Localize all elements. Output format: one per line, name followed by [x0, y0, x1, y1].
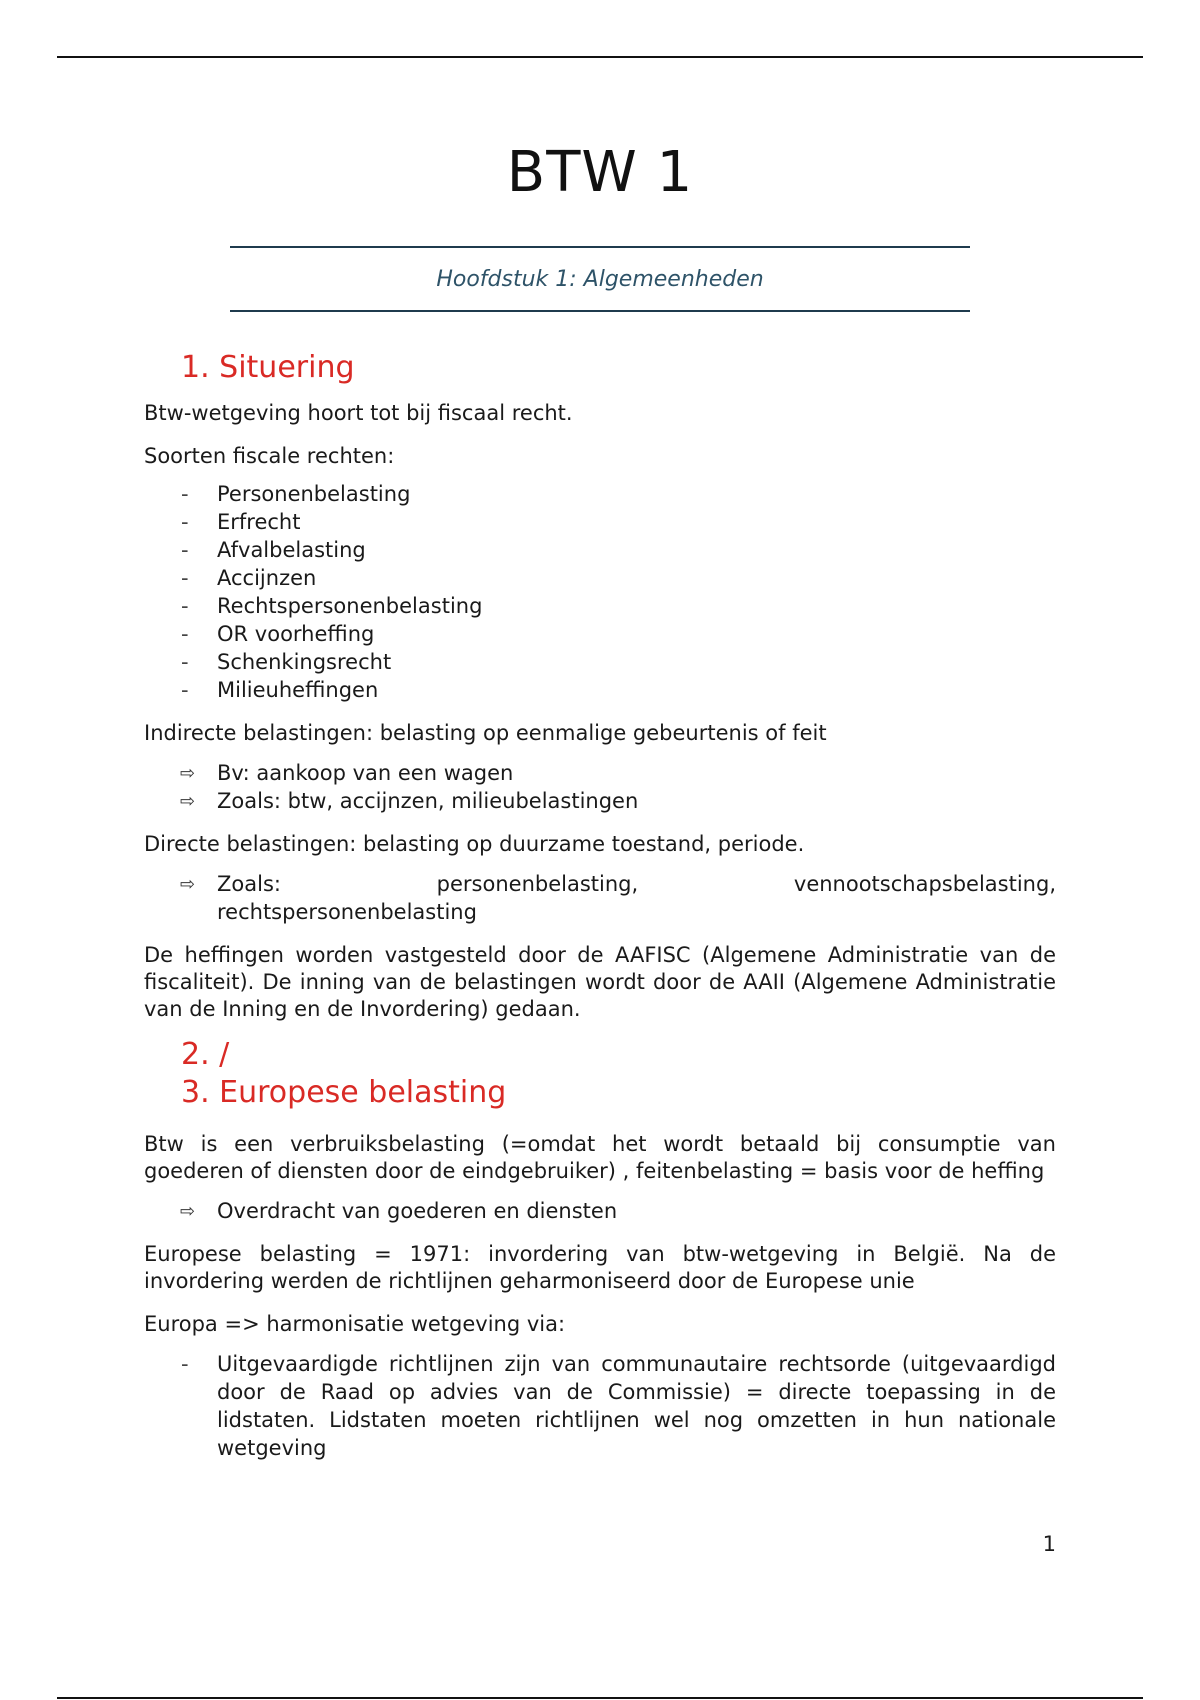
paragraph: Soorten fiscale rechten: — [144, 444, 395, 468]
list-item: - Personenbelasting — [181, 482, 411, 506]
arrow-bullet-icon: ⇨ — [180, 791, 196, 812]
dash-bullet-icon: - — [181, 566, 189, 590]
section-heading-europese-belasting: 3. Europese belasting — [181, 1075, 507, 1110]
list-item: - Schenkingsrecht — [181, 650, 392, 674]
dash-bullet-icon: - — [181, 678, 189, 702]
list-item: - Afvalbelasting — [181, 538, 366, 562]
heffing-basis-list — [144, 1197, 1056, 1225]
dash-bullet-icon: - — [181, 594, 189, 618]
list-item: - Milieuheffingen — [181, 678, 379, 702]
section-heading-2: 2. / — [181, 1037, 230, 1072]
list-item: - OR voorheffing — [181, 622, 375, 646]
dash-bullet-icon: - — [181, 510, 189, 534]
list-item: - Rechtspersonenbelasting — [181, 594, 483, 618]
dash-bullet-icon: - — [181, 482, 189, 506]
harmonisation-list — [144, 1350, 1056, 1462]
paragraph: Btw-wetgeving hoort tot bij fiscaal recht. — [144, 401, 573, 425]
arrow-bullet-icon: ⇨ — [180, 874, 196, 895]
paragraph: Indirecte belastingen: belasting op eenmalige gebeurtenis of feit — [144, 721, 827, 745]
page-number: 1 — [1042, 1532, 1056, 1556]
list-item: - Uitgevaardigde richtlijnen zijn van communautaire rechtsorde (uitgevaardigd door de Raad op advies van de Commissie) = directe toepassing in de lidstaten. Lidstaten moeten richtlijnen wel nog omzetten in hun nationale wetgeving — [181, 1352, 1056, 1460]
list-item: ⇨ Bv: aankoop van een wagen — [144, 759, 1056, 787]
fiscal-rights-list — [144, 480, 1056, 704]
paragraph: Europa => harmonisatie wetgeving via: — [144, 1312, 566, 1336]
dash-bullet-icon: - — [181, 622, 189, 646]
arrow-bullet-icon: ⇨ — [180, 763, 196, 784]
chapter-banner — [230, 246, 970, 312]
list-item: ⇨ Overdracht van goederen en diensten — [144, 1197, 1056, 1225]
section-heading-situering: 1. Situering — [181, 350, 355, 385]
indirect-examples-list — [144, 759, 1056, 815]
paragraph: Europese belasting = 1971: invordering van btw-wetgeving in België. Na de invordering werden de richtlijnen geharmoniseerd door de Europese unie — [144, 1242, 1056, 1293]
list-item: ⇨ Zoals: personenbelasting, vennootschapsbelasting, rechtspersonenbelasting — [180, 872, 1056, 924]
paragraph: Btw is een verbruiksbelasting (=omdat het wordt betaald bij consumptie van goederen of diensten door de eindgebruiker) , feitenbelasting = basis voor de heffing — [144, 1132, 1056, 1183]
document-body — [144, 350, 1056, 1478]
direct-examples-list — [144, 870, 1056, 926]
paragraph: De heffingen worden vastgesteld door de AAFISC (Algemene Administratie van de fiscaliteit). De inning van de belastingen wordt door de AAII (Algemene Administratie van de Inning en de Invordering) gedaan. — [144, 943, 1056, 1021]
list-item: - Erfrecht — [181, 510, 301, 534]
dash-bullet-icon: - — [181, 650, 189, 674]
list-item: - Accijnzen — [181, 566, 317, 590]
paragraph: Directe belastingen: belasting op duurzame toestand, periode. — [144, 832, 805, 856]
document-title: BTW 1 — [506, 140, 694, 205]
chapter-subtitle: Hoofdstuk 1: Algemeenheden — [436, 266, 764, 292]
dash-bullet-icon: - — [181, 1352, 189, 1376]
dash-bullet-icon: - — [181, 538, 189, 562]
list-item: ⇨ Zoals: btw, accijnzen, milieubelastingen — [144, 787, 1056, 815]
footer-rule — [57, 1697, 1143, 1699]
arrow-bullet-icon: ⇨ — [180, 1201, 196, 1222]
header-rule — [57, 56, 1143, 58]
